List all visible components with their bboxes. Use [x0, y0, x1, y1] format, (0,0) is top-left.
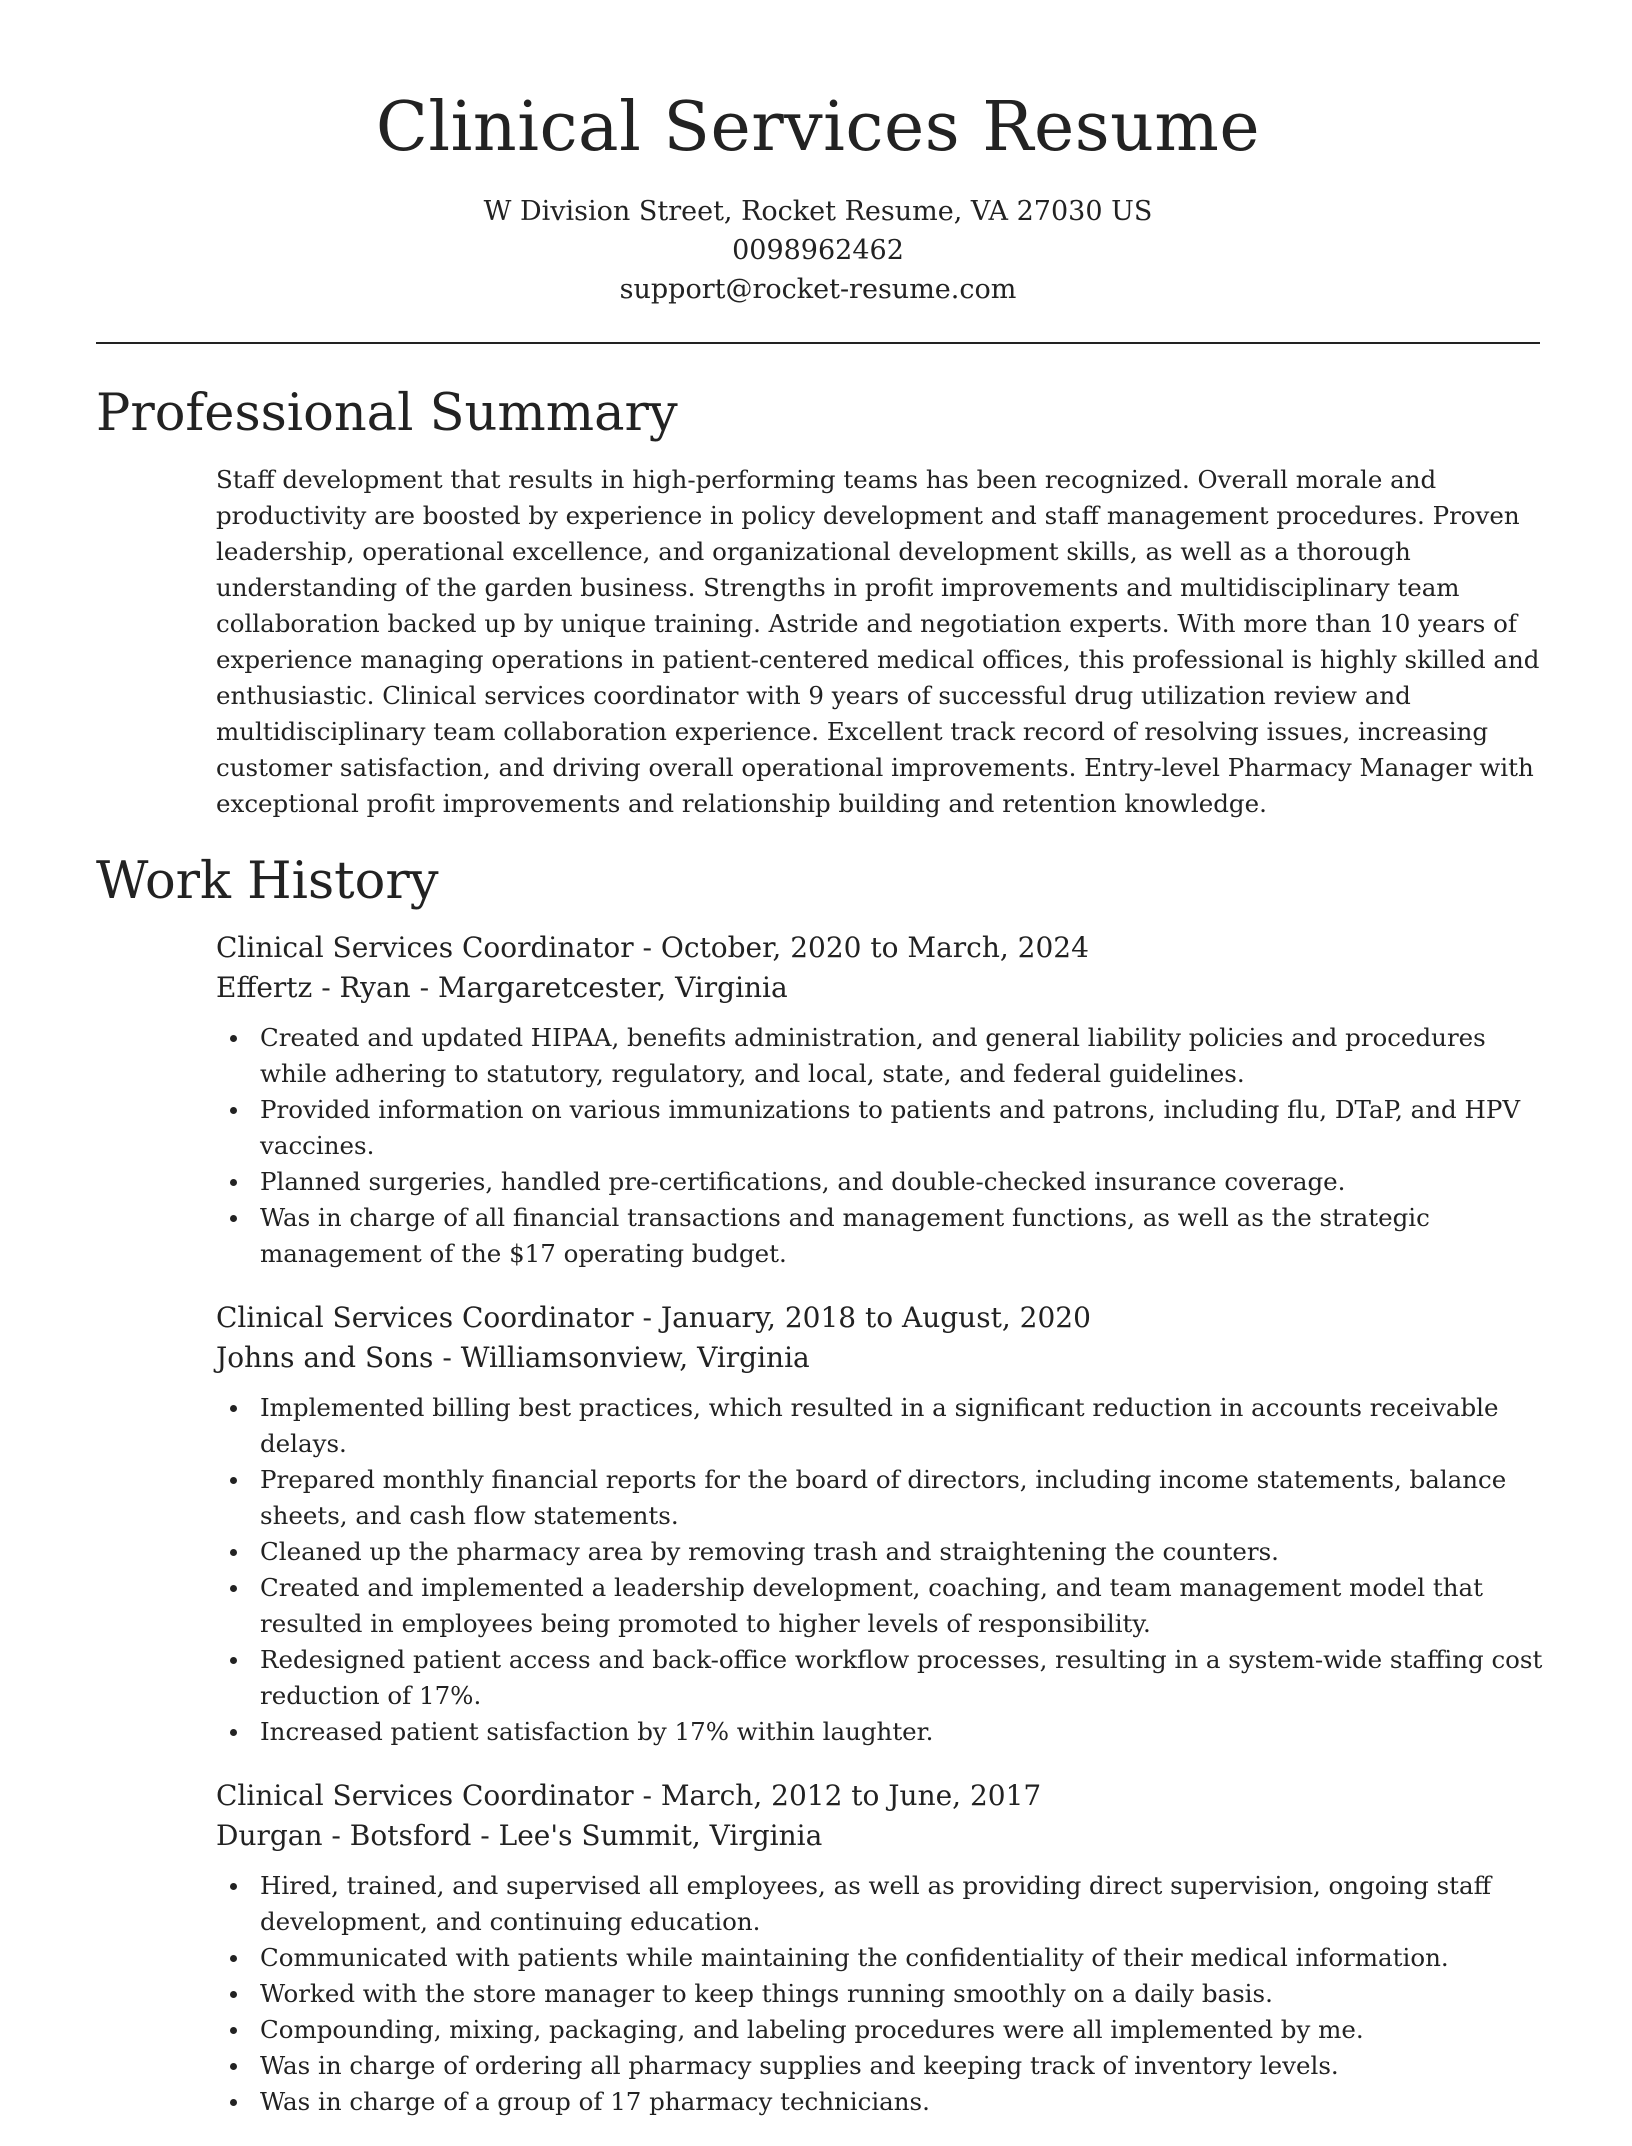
job-bullet: Cleaned up the pharmacy area by removing trash and straightening the counters.: [216, 1534, 1546, 1570]
job-company-line: [216, 968, 1546, 1008]
contact-email: support@rocket-resume.com: [619, 274, 1017, 305]
job-company-line: [216, 1816, 1546, 1856]
job-bullets: [216, 1390, 1546, 1750]
job-bullet: Worked with the store manager to keep things running smoothly on a daily basis.: [216, 1976, 1546, 2012]
job-bullet: Prepared monthly financial reports for the board of directors, including income statements, balance sheets, and cash flow statements.: [216, 1462, 1546, 1534]
contact-address: W Division Street, Rocket Resume, VA 27030 US: [483, 196, 1153, 227]
job-dates: - January, 2018 to August, 2020: [642, 1301, 1091, 1334]
section-heading-work-history: Work History: [96, 852, 439, 911]
job-entry: [216, 928, 1546, 1272]
job-bullet: Was in charge of a group of 17 pharmacy technicians.: [216, 2084, 1546, 2120]
job-bullets: [216, 1868, 1546, 2120]
job-bullet: Compounding, mixing, packaging, and labeling procedures were all implemented by me.: [216, 2012, 1546, 2048]
header-divider: [96, 342, 1540, 344]
job-title-line: [216, 1776, 1546, 1816]
job-dates: - March, 2012 to June, 2017: [642, 1779, 1042, 1812]
job-bullet: Provided information on various immunizations to patients and patrons, including flu, DTaP, and HPV vaccines.: [216, 1092, 1546, 1164]
job-bullet: Was in charge of ordering all pharmacy supplies and keeping track of inventory levels.: [216, 2048, 1546, 2084]
job-bullet: Increased patient satisfaction by 17% within laughter.: [216, 1714, 1546, 1750]
job-location: - Lee's Summit, Virginia: [480, 1819, 823, 1852]
job-title-line: [216, 1298, 1546, 1338]
job-location: - Williamsonview, Virginia: [442, 1341, 810, 1374]
job-bullet: Redesigned patient access and back-office workflow processes, resulting in a system-wide staffing cost reduction of 17%.: [216, 1642, 1546, 1714]
work-history-list: [216, 928, 1546, 2146]
job-company: Durgan - Botsford: [216, 1819, 472, 1852]
job-title: Clinical Services Coordinator: [216, 1779, 634, 1812]
resume-title: Clinical Services Resume: [375, 88, 1261, 167]
job-bullet: Created and updated HIPAA, benefits administration, and general liability policies and procedures while adhering to statutory, regulatory, and local, state, and federal guidelines.: [216, 1020, 1546, 1092]
job-company: Johns and Sons: [216, 1341, 434, 1374]
job-bullet: Hired, trained, and supervised all employees, as well as providing direct supervision, ongoing staff development, and continuing education.: [216, 1868, 1546, 1940]
job-title: Clinical Services Coordinator: [216, 931, 634, 964]
job-bullet: Communicated with patients while maintaining the confidentiality of their medical information.: [216, 1940, 1546, 1976]
job-location: - Margaretcester, Virginia: [419, 971, 788, 1004]
job-title: Clinical Services Coordinator: [216, 1301, 634, 1334]
job-company-line: [216, 1338, 1546, 1378]
job-title-line: [216, 928, 1546, 968]
job-bullet: Created and implemented a leadership development, coaching, and team management model that resulted in employees being promoted to higher levels of responsibility.: [216, 1570, 1546, 1642]
job-entry: [216, 1776, 1546, 2120]
contact-info: [96, 192, 1540, 309]
job-company: Effertz - Ryan: [216, 971, 411, 1004]
resume-header: [96, 0, 1540, 309]
job-bullets: [216, 1020, 1546, 1272]
job-bullet: Planned surgeries, handled pre-certifications, and double-checked insurance coverage.: [216, 1164, 1546, 1200]
job-bullet: Implemented billing best practices, which resulted in a significant reduction in accounts receivable delays.: [216, 1390, 1546, 1462]
job-dates: - October, 2020 to March, 2024: [642, 931, 1089, 964]
section-heading-summary: Professional Summary: [96, 384, 678, 443]
summary-text: Staff development that results in high-performing teams has been recognized. Overall morale and productivity are boosted by experience in policy development and staff management procedures. Proven leadership, operational excellence, and organizational development skills, as well as a thorough understanding of the garden business. Strengths in profit improvements and multidisciplinary team collaboration backed up by unique training. Astride and negotiation experts. With more than 10 years of experience managing operations in patient-centered medical offices, this professional is highly skilled and enthusiastic. Clinical services coordinator with 9 years of successful drug utilization review and multidisciplinary team collaboration experience. Excellent track record of resolving issues, increasing customer satisfaction, and driving overall operational improvements. Entry-level Pharmacy Manager with exceptional profit improvements and relationship building and retention knowledge.: [216, 465, 1540, 818]
job-entry: [216, 1298, 1546, 1750]
job-bullet: Was in charge of all financial transactions and management functions, as well as the strategic management of the $17 operating budget.: [216, 1200, 1546, 1272]
contact-phone: 0098962462: [732, 235, 904, 266]
